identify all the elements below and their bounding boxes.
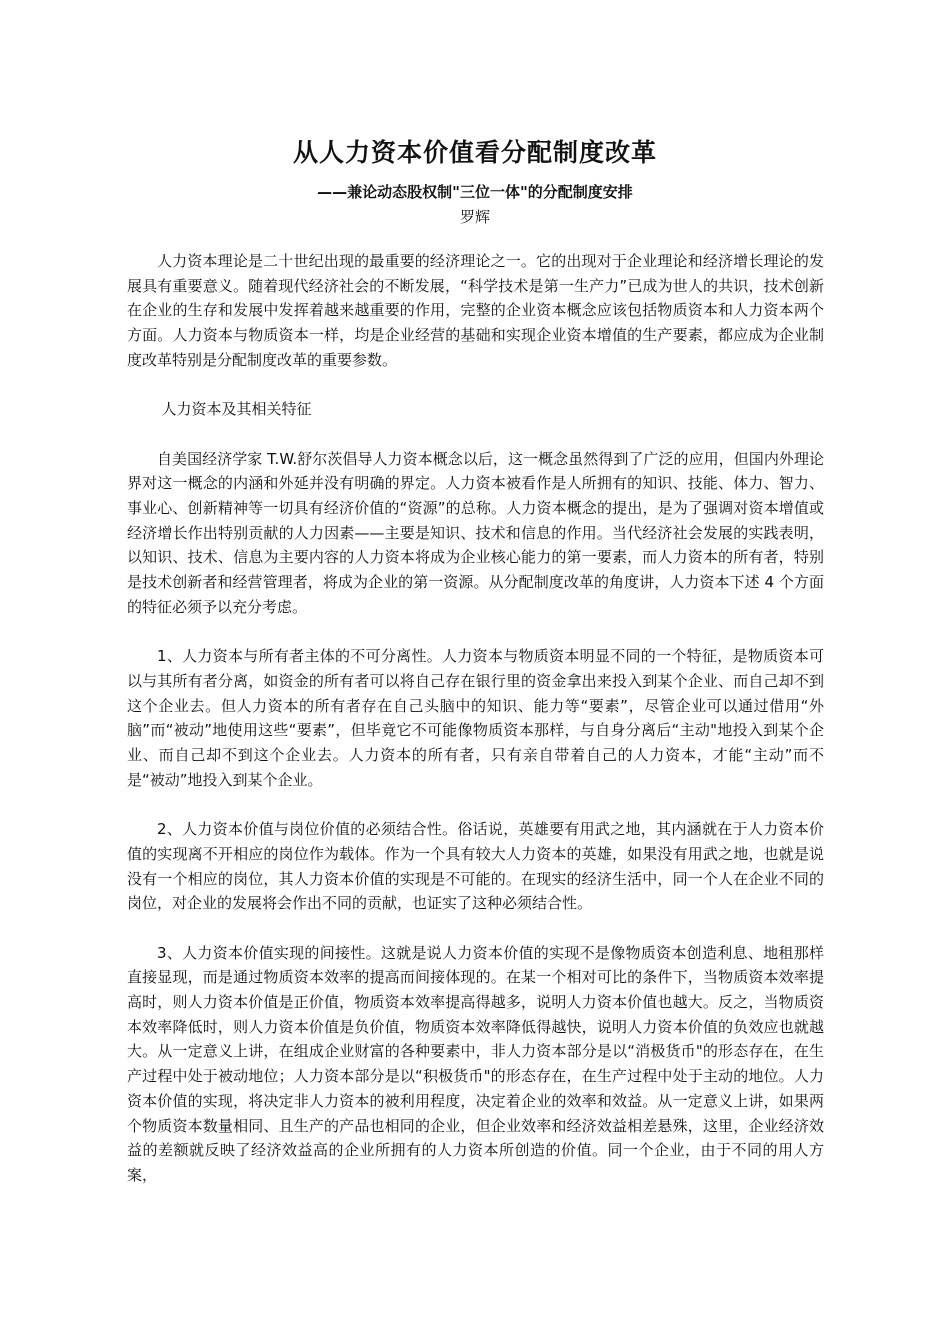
section-heading: 人力资本及其相关特征 — [161, 400, 312, 419]
document-subtitle: ——兼论动态股权制"三位一体"的分配制度安排 — [317, 183, 633, 201]
document-body — [127, 249, 824, 1212]
paragraph-feature-3: 3、人力资本价值实现的间接性。这就是说人力资本价值的实现不是像物质资本创造利息、地租那样直接显现，而是通过物质资本效率的提高而间接体现的。在某一个相对可比的条件下，当物质资本效率提高时，则人力资本价值是正价值，物质资本效率提高得越多，说明人力资本价值也越大。反之，当物质资本效率降低时，则人力资本价值是负价值，物质资本效率降低得越快，说明人力资本价值的负效应也就越大。从一定意义上讲，在组成企业财富的各种要素中，非人力资本部分是以“消极货币"的形态存在，在生产过程中处于被动地位；人力资本部分是以“积极货币"的形态存在，在生产过程中处于主动的地位。人力资本价值的实现，将决定非人力资本的被利用程度，决定着企业的效率和效益。从一定意义上讲，如果两个物质资本数量相同、且生产的产品也相同的企业，但企业效率和经济效益相差悬殊，这里，企业经济效益的差额就反映了经济效益高的企业所拥有的人力资本所创造的价值。同一个企业，由于不同的用人方案， — [127, 943, 824, 1184]
paragraph-feature-2: 2、人力资本价值与岗位价值的必须结合性。俗话说，英雄要有用武之地，其内涵就在于人力资本价值的实现离不开相应的岗位作为载体。作为一个具有较大人力资本的英雄，如果没有用武之地，也就是说没有一个相应的岗位，其人力资本价值的实现是不可能的。在现实的经济生活中，同一个人在企业不同的岗位，对企业的发展将会作出不同的贡献，也证实了这种必须结合性。 — [127, 820, 824, 913]
document-title: 从人力资本价值看分配制度改革 — [292, 138, 657, 167]
paragraph-feature-1: 1、人力资本与所有者主体的不可分离性。人力资本与物质资本明显不同的一个特征，是物质资本可以与其所有者分离，如资金的所有者可以将自己存在银行里的资金拿出来投入到某个企业、而自己却不到这个企业去。但人力资本的所有者存在自己头脑中的知识、能力等“要素”，尽管企业可以通过借用“外脑”而“被动”地使用这些“要素”，但毕竟它不可能像物质资本那样，与自身分离后“主动"地投入到某个企业、而自己却不到这个企业去。人力资本的所有者，只有亲自带着自己的人力资本，才能“主动”而不是“被动”地投入到某个企业。 — [127, 647, 824, 789]
paragraph-intro: 人力资本理论是二十世纪出现的最重要的经济理论之一。它的出现对于企业理论和经济增长理论的发展具有重要意义。随着现代经济社会的不断发展，“科学技术是第一生产力”已成为世人的共识，技术创新在企业的生存和发展中发挥着越来越重要的作用，完整的企业资本概念应该包括物质资本和人力资本两个方面。人力资本与物质资本一样，均是企业经营的基础和实现企业资本增值的生产要素，都应成为企业制度改革特别是分配制度改革的重要参数。 — [127, 252, 824, 369]
paragraph-definition: 自美国经济学家 T.W.舒尔茨倡导人力资本概念以后，这一概念虽然得到了广泛的应用，但国内外理论界对这一概念的内涵和外延并没有明确的界定。人力资本被看作是人所拥有的知识、技能、体力、智力、事业心、创新精神等一切具有经济价值的“资源”的总称。人力资本概念的提出，是为了强调对资本增值或经济增长作出特别贡献的人力因素——主要是知识、技术和信息的作用。当代经济社会发展的实践表明，以知识、技术、信息为主要内容的人力资本将成为企业核心能力的第一要素，而人力资本的所有者，特别是技术创新者和经营管理者，将成为企业的第一资源。从分配制度改革的角度讲，人力资本下述 4 个方面的特征必须予以充分考虑。 — [127, 449, 824, 616]
author-name: 罗辉 — [459, 208, 490, 226]
